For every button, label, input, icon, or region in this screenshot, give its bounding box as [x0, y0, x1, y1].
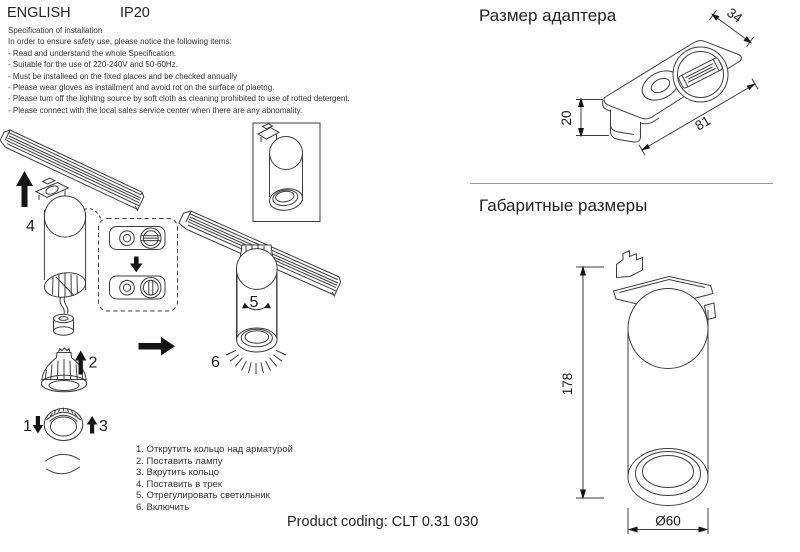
arrow-down-icon — [130, 257, 143, 273]
bulb-step2 — [41, 348, 86, 392]
spec-title: Specification of installation — [8, 26, 103, 35]
svg-text:81: 81 — [692, 112, 713, 134]
list-item: 4. Поставить в трек — [136, 478, 223, 490]
overall-size-title: Габаритные размеры — [479, 196, 648, 215]
arrow-up-icon — [16, 171, 33, 207]
arrow-down-icon — [33, 416, 44, 434]
dim-178 — [560, 266, 604, 500]
step6-label: 6 — [211, 354, 220, 371]
spec-item: - Please tum off the lighitng source by soft cloth as cleaning prohibited to use of rotted detergent. — [8, 94, 350, 104]
installation-diagram — [0, 125, 460, 485]
spotlight-side-view — [614, 251, 716, 506]
list-item: 2. Поставить лампу — [136, 455, 223, 467]
list-item: 3. Вкрутить кольцо — [136, 467, 220, 479]
adapter-isometric — [603, 41, 742, 142]
svg-text:20: 20 — [559, 110, 574, 126]
dim-20 — [559, 98, 609, 138]
step3-label: 3 — [99, 418, 108, 435]
svg-text:Ø60: Ø60 — [655, 513, 681, 529]
spec-item: - Suitable for the use of 220-240V and 50-60Hz. — [8, 60, 178, 70]
list-item: 6. Включить — [136, 501, 190, 513]
step5-label: 5 — [249, 294, 259, 311]
overall-size-drawing — [540, 230, 800, 552]
arrow-up-icon — [87, 416, 98, 434]
rotate-gesture-icon — [46, 454, 80, 473]
arrow-right-icon — [139, 337, 176, 356]
spotlight-step4 — [36, 178, 87, 335]
installation-steps-list — [136, 444, 293, 514]
product-coding: Product coding: CLT 0.31 030 — [287, 514, 479, 530]
dim-diameter — [628, 508, 709, 534]
step2-label: 2 — [88, 354, 98, 372]
spec-item: - Please wear gloves as installment and avoid rot on the surface of plaetng. — [8, 83, 275, 93]
spec-item: - Read and understand the whole Specification. — [8, 48, 177, 58]
language-label: ENGLISH — [7, 5, 71, 21]
light-rays — [226, 350, 286, 374]
svg-text:34: 34 — [724, 4, 746, 26]
adapter-lock-detail — [84, 209, 178, 311]
spec-item: - Must be installeed on the fixed places and be checked annually — [8, 71, 238, 81]
spec-item: - Please connect with the local sales service center when there are any abnomality. — [8, 105, 303, 115]
assembled-lamp-inset — [253, 123, 320, 222]
adapter-size-drawing — [540, 0, 800, 175]
list-item: 5. Отрегулировать светильник — [136, 490, 270, 502]
step4-label: 4 — [26, 218, 35, 235]
ip-rating-label: IP20 — [120, 5, 150, 21]
section-divider — [470, 183, 773, 184]
list-item: 1. Открутить кольцо над арматурой — [136, 444, 293, 455]
step1-label: 1 — [23, 418, 32, 435]
svg-text:178: 178 — [560, 372, 575, 396]
dim-34 — [710, 5, 754, 47]
spec-intro: In order to ensure safety use, please notice the following items: — [8, 37, 232, 47]
adapter-size-title: Размер адаптера — [479, 6, 617, 25]
ring-step1-3 — [33, 408, 98, 441]
specification-block — [8, 25, 350, 116]
